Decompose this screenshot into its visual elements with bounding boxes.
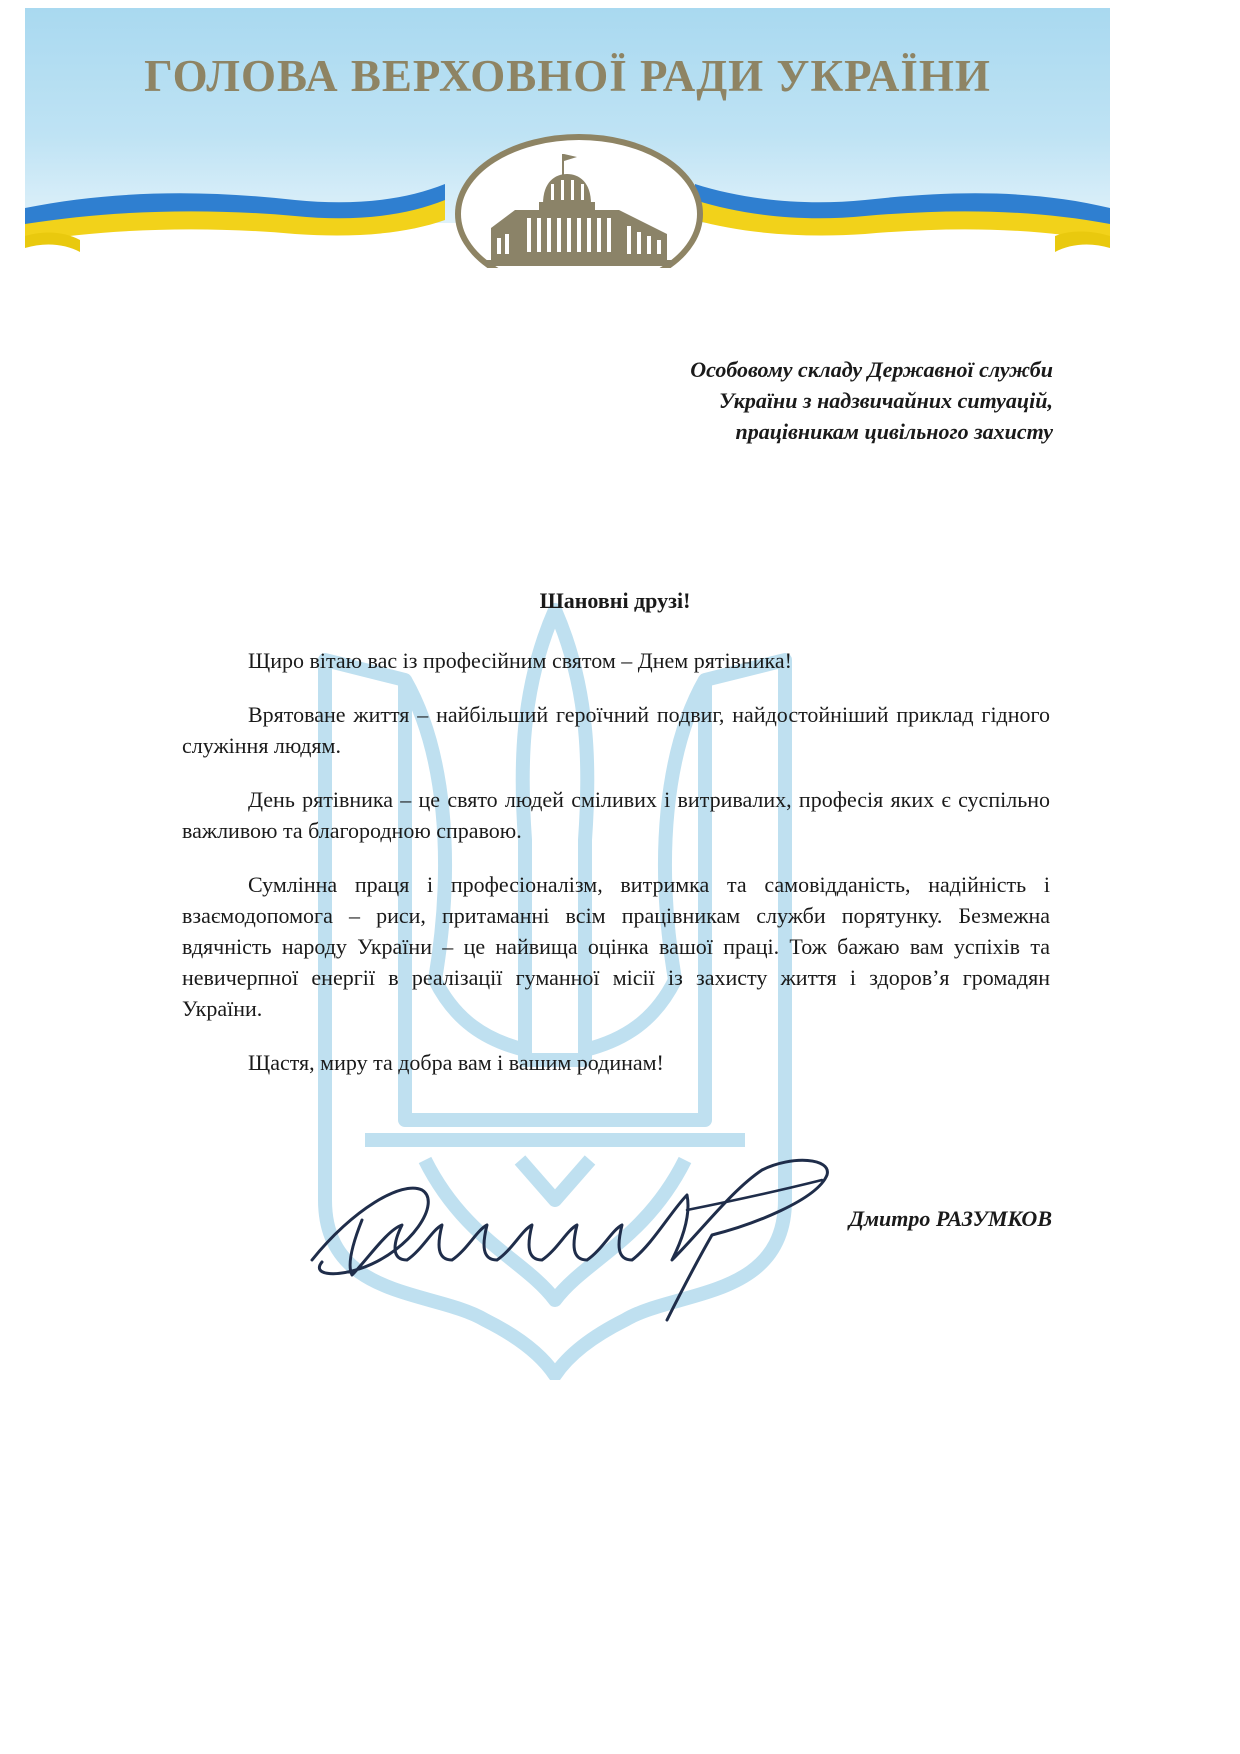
letterhead [25, 8, 1110, 268]
letter-body [182, 645, 1050, 1101]
paragraph: Врятоване життя – найбільший героїчний подвиг, найдостойніший приклад гідного служіння людям. [182, 702, 1050, 758]
greeting: Шановні друзі! [539, 588, 691, 613]
signer-name: Дмитро РАЗУМКОВ [848, 1206, 1052, 1231]
addressee-line: Особовому складу Державної служби [690, 357, 1053, 382]
parliament-building-icon [455, 134, 703, 268]
paragraph: День рятівника – це свято людей сміливих і витривалих, професія яких є суспільно важливою та благородною справою. [182, 787, 1050, 843]
addressee-line: України з надзвичайних ситуацій, [719, 388, 1053, 413]
addressee-line: працівникам цивільного захисту [735, 419, 1053, 444]
addressee-block [493, 354, 1053, 447]
paragraph: Щиро вітаю вас із професійним святом – Днем рятівника! [248, 648, 792, 673]
letterhead-title: ГОЛОВА ВЕРХОВНОЇ РАДИ УКРАЇНИ [144, 51, 991, 101]
handwritten-signature [292, 1150, 852, 1330]
paragraph: Сумлінна праця і професіоналізм, витримка та самовідданість, надійність і взаємодопомога – риси, притаманні всім працівникам служби порятунку. Безмежна вдячність народу України – це найвища оцінка вашої праці. Тож бажаю вам успіхів та невичерпної енергії в реалізації гуманної місії із захисту життя і здоров’я громадян України. [182, 872, 1050, 1021]
paragraph: Щастя, миру та добра вам і вашим родинам! [248, 1050, 664, 1075]
